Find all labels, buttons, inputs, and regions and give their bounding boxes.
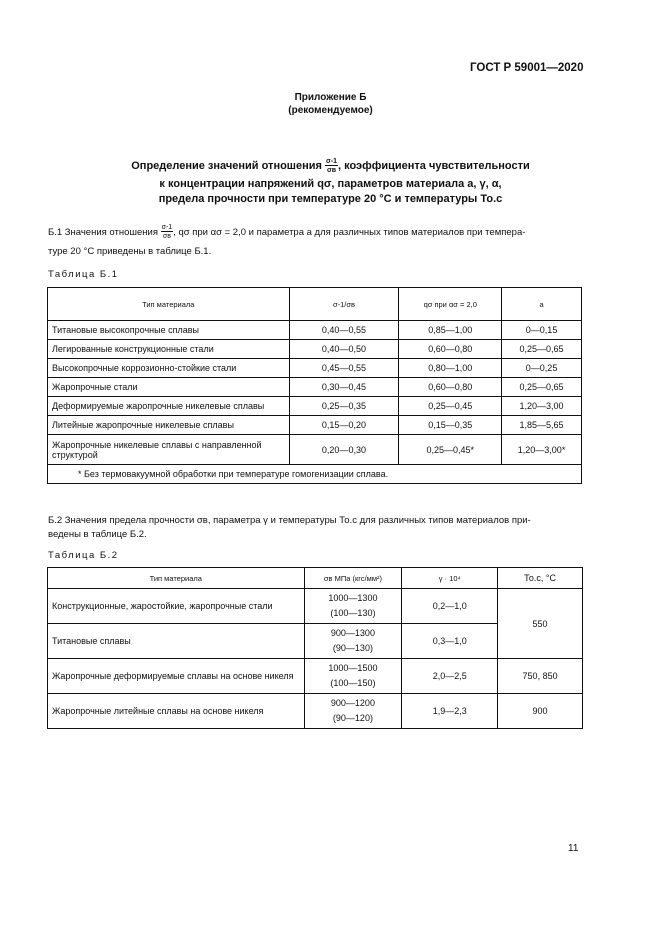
table-b1 [47,287,582,484]
a-value: 0,25—0,65 [502,340,582,359]
material-name: Жаропрочные стали [48,378,290,397]
sigma-value [304,659,402,694]
gamma-value: 2,0—2,5 [402,659,498,694]
table1-header-a: a [502,288,582,321]
paragraph-b1-line1 [48,224,582,242]
table1-header-material: Тип материала [48,288,290,321]
paragraph-b2-line2: ведены в таблице Б.2. [48,529,147,540]
para1-prefix: Б.1 Значения отношения [48,227,158,238]
ratio-value: 0,20—0,30 [289,435,399,465]
para1-fraction [161,224,174,240]
a-value: 1,85—5,65 [502,416,582,435]
heading-fraction [325,158,338,174]
table1-header-q: qσ при ασ = 2,0 [399,288,502,321]
a-value: 0,25—0,65 [502,378,582,397]
q-value: 0,25—0,45* [399,435,502,465]
material-name: Деформируемые жаропрочные никелевые сплавы [48,397,290,416]
a-value: 1,20—3,00* [502,435,582,465]
table-row [48,378,582,397]
material-name: Высокопрочные коррозионно-стойкие стали [48,359,290,378]
sigma-value [304,624,402,659]
a-value: 1,20—3,00 [502,397,582,416]
table2-header-row [48,568,583,589]
material-name: Литейные жаропрочные никелевые сплавы [48,416,290,435]
q-value: 0,60—0,80 [399,378,502,397]
sigma-kgf: (90—130) [332,643,373,653]
heading-text-b: , коэффициента чувствительности [338,159,530,172]
table-row [48,397,582,416]
table1-caption: Таблица Б.1 [48,269,119,280]
para1-frac-den: σв [162,233,171,241]
section-heading-line1 [0,158,661,174]
table1-header-row [48,288,582,321]
table-row [48,694,583,729]
table-row [48,659,583,694]
table-row [48,340,582,359]
q-value: 0,15—0,35 [399,416,502,435]
table-row [48,416,582,435]
para1-frac-num: σ-1 [161,224,173,232]
table-b2 [47,567,583,729]
q-value: 0,85—1,00 [399,321,502,340]
material-name: Титановые высокопрочные сплавы [48,321,290,340]
q-value: 0,60—0,80 [399,340,502,359]
para1-rest: , qσ при ασ = 2,0 и параметра a для различных типов материалов при темпера- [173,227,526,238]
temp-value: 750, 850 [498,659,583,694]
q-value: 0,25—0,45 [399,397,502,416]
table-row [48,321,582,340]
sigma-mpa: 900—1200 [330,698,375,708]
a-value: 0—0,15 [502,321,582,340]
heading-text-a: Определение значений отношения [131,159,322,172]
section-heading-line3: предела прочности при температуре 20 °С и температуры То.с [158,193,503,205]
sigma-mpa: 1000—1300 [328,593,378,603]
temp-value: 550 [498,589,583,659]
table1-header-ratio: σ-1/σв [289,288,399,321]
temp-value: 900 [498,694,583,729]
table-row [48,589,583,624]
table2-header-sigma: σв МПа (кгс/мм²) [304,568,402,589]
table-row [48,359,582,378]
section-heading-line2: к концентрации напряжений qσ, параметров материала a, γ, α, [159,178,502,190]
ratio-value: 0,25—0,35 [289,397,399,416]
sigma-kgf: (90—120) [332,713,373,723]
material-name: Жаропрочные деформируемые сплавы на основе никеля [48,659,305,694]
gamma-value: 0,3—1,0 [402,624,498,659]
table2-header-material: Тип материала [48,568,305,589]
gamma-value: 1,9—2,3 [402,694,498,729]
material-name: Жаропрочные литейные сплавы на основе никеля [48,694,305,729]
heading-frac-num: σ-1 [325,158,337,165]
material-name: Легированные конструкционные стали [48,340,290,359]
ratio-value: 0,30—0,45 [289,378,399,397]
sigma-value [304,694,402,729]
ratio-value: 0,40—0,55 [289,321,399,340]
table2-header-temp: То.с, °С [498,568,583,589]
appendix-subtitle: (рекомендуемое) [288,105,373,116]
document-code: ГОСТ Р 59001—2020 [470,62,584,74]
material-name: Титановые сплавы [48,624,305,659]
paragraph-b2-line1: Б.2 Значения предела прочности σв, параметра γ и температуры То.с для различных типов материалов при- [48,515,531,526]
sigma-kgf: (100—150) [330,678,376,688]
sigma-mpa: 1000—1500 [328,663,378,673]
ratio-value: 0,45—0,55 [289,359,399,378]
sigma-kgf: (100—130) [330,608,376,618]
table1-footnote-row [48,465,582,484]
a-value: 0—0,25 [502,359,582,378]
gamma-value: 0,2—1,0 [402,589,498,624]
table1-footnote: * Без термовакуумной обработки при температуре гомогенизации сплава. [48,465,582,484]
table2-caption: Таблица Б.2 [48,550,119,561]
ratio-value: 0,40—0,50 [289,340,399,359]
page-number: 11 [568,843,579,854]
sigma-value [304,589,402,624]
heading-frac-den: σв [326,167,337,174]
material-name: Конструкционные, жаростойкие, жаропрочные стали [48,589,305,624]
appendix-title: Приложение Б [294,92,367,103]
material-name: Жаропрочные никелевые сплавы с направленной структурой [48,435,290,465]
table2-header-gamma: γ · 10⁴ [402,568,498,589]
sigma-mpa: 900—1300 [330,628,375,638]
paragraph-b1-line2: туре 20 °С приведены в таблице Б.1. [48,246,212,257]
ratio-value: 0,15—0,20 [289,416,399,435]
table-row [48,435,582,465]
q-value: 0,80—1,00 [399,359,502,378]
